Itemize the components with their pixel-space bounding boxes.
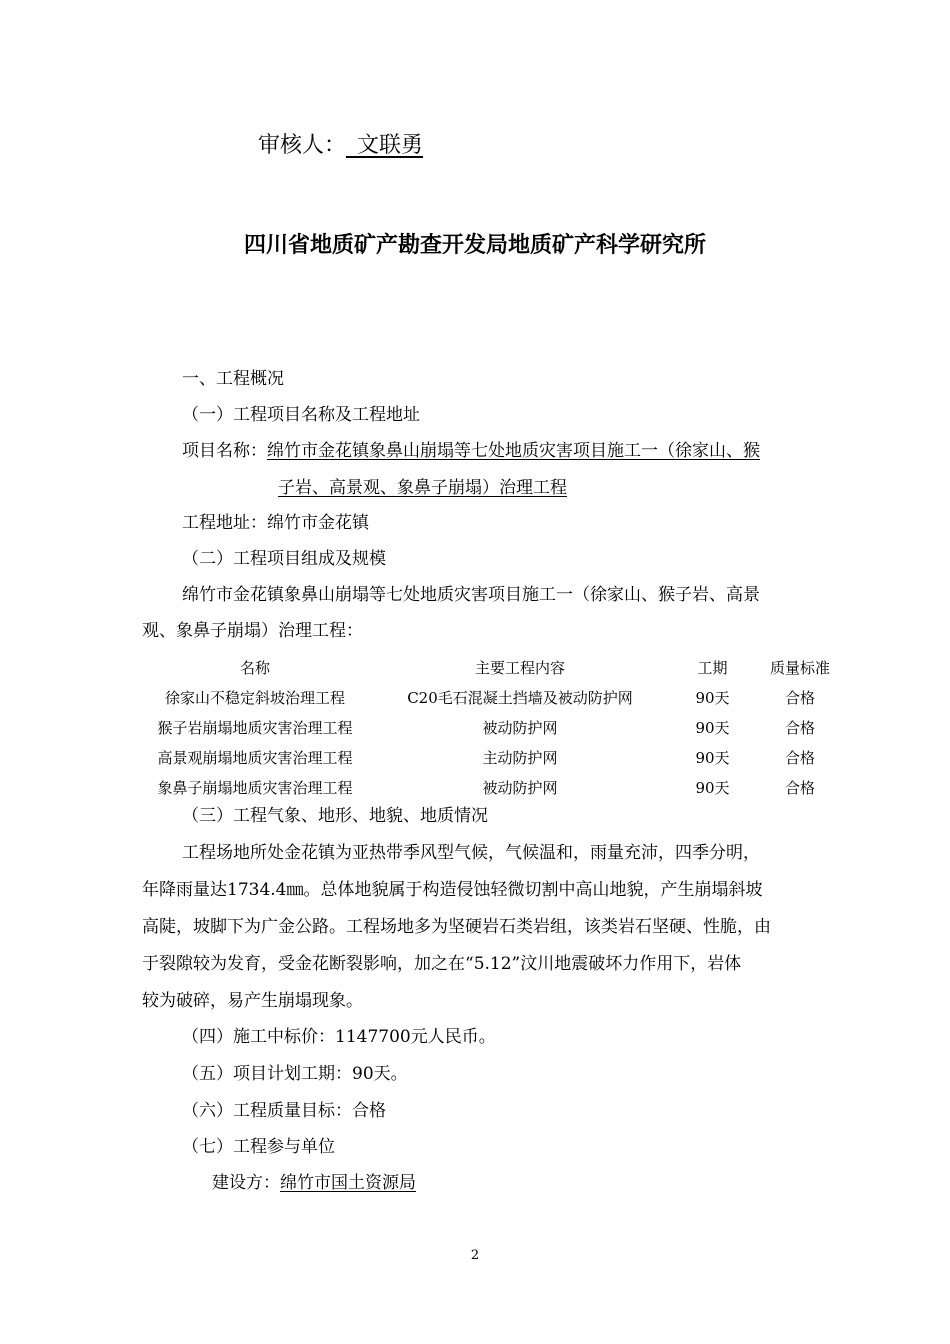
address-value: 绵竹市金花镇: [267, 513, 369, 533]
subsection-title-1: （一）工程项目名称及工程地址: [182, 405, 420, 425]
geology-line: 于裂隙较为发育，受金花断裂影响，加之在“5.12”汶川地震破坏力作用下，岩体: [142, 954, 742, 974]
page-number: 2: [470, 1248, 480, 1263]
cell-quality: 合格: [784, 748, 815, 767]
reviewer-label: 审核人：: [258, 133, 347, 158]
table-row: [140, 772, 845, 802]
subsection-title-7: （七）工程参与单位: [182, 1137, 335, 1157]
cell-quality: 合格: [784, 718, 815, 737]
header-content: 主要工程内容: [474, 658, 565, 677]
project-name-line1: [182, 441, 760, 461]
subsection-title-3: （三）工程气象、地形、地貌、地质情况: [182, 806, 488, 826]
header-name: 名称: [239, 658, 270, 677]
project-address: [182, 513, 369, 533]
geology-line: 较为破碎，易产生崩塌现象。: [142, 991, 363, 1011]
geology-line: 工程场地所处金花镇为亚热带季风型气候，气候温和，雨量充沛，四季分明，: [182, 843, 760, 863]
section-title-overview: 一、工程概况: [182, 369, 284, 389]
table-header-row: [140, 652, 845, 682]
cell-name: 猴子岩崩塌地质灾害治理工程: [157, 718, 353, 737]
builder-value: 绵竹市国土资源局: [280, 1173, 416, 1193]
works-table: [140, 652, 845, 802]
cell-name: 象鼻子崩塌地质灾害治理工程: [157, 778, 353, 797]
geology-line: 年降雨量达1734.4㎜。总体地貌属于构造侵蚀轻微切割中高山地貌，产生崩塌斜坡: [142, 880, 763, 900]
quality-target: （六）工程质量目标：合格: [182, 1101, 386, 1121]
cell-duration: 90天: [695, 688, 730, 707]
header-duration: 工期: [697, 658, 728, 677]
project-name-value: 绵竹市金花镇象鼻山崩塌等七处地质灾害项目施工一（徐家山、猴: [267, 441, 760, 461]
scale-desc-line1: 绵竹市金花镇象鼻山崩塌等七处地质灾害项目施工一（徐家山、猴子岩、高景: [182, 585, 760, 605]
reviewer-line: [258, 128, 423, 159]
cell-duration: 90天: [695, 778, 730, 797]
address-label: 工程地址：: [182, 513, 267, 533]
cell-name: 徐家山不稳定斜坡治理工程: [164, 688, 345, 707]
table-row: [140, 742, 845, 772]
builder-line: [212, 1173, 416, 1193]
cell-name: 高景观崩塌地质灾害治理工程: [157, 748, 353, 767]
builder-label: 建设方：: [212, 1173, 280, 1193]
cell-content: 主动防护网: [482, 748, 558, 767]
cell-duration: 90天: [695, 748, 730, 767]
project-name-label: 项目名称：: [182, 441, 267, 461]
reviewer-name: _文联勇: [346, 133, 424, 158]
geology-line: 高陡，坡脚下为广金公路。工程场地多为坚硬岩石类岩组，该类岩石坚硬、性脆，由: [142, 917, 771, 937]
table-row: [140, 682, 845, 712]
subsection-title-2: （二）工程项目组成及规模: [182, 549, 386, 569]
cell-content: C20毛石混凝土挡墙及被动防护网: [407, 688, 633, 707]
cell-quality: 合格: [784, 688, 815, 707]
organization-title: 四川省地质矿产勘查开发局地质矿产科学研究所: [243, 233, 706, 258]
table-row: [140, 712, 845, 742]
planned-duration: （五）项目计划工期：90天。: [182, 1064, 408, 1084]
cell-content: 被动防护网: [482, 778, 558, 797]
cell-content: 被动防护网: [482, 718, 558, 737]
bid-price: （四）施工中标价：1147700元人民币。: [182, 1027, 496, 1047]
cell-quality: 合格: [784, 778, 815, 797]
project-name-line2: 子岩、高景观、象鼻子崩塌）治理工程: [278, 478, 567, 498]
header-quality: 质量标准: [769, 658, 830, 677]
scale-desc-line2: 观、象鼻子崩塌）治理工程：: [142, 621, 363, 641]
cell-duration: 90天: [695, 718, 730, 737]
